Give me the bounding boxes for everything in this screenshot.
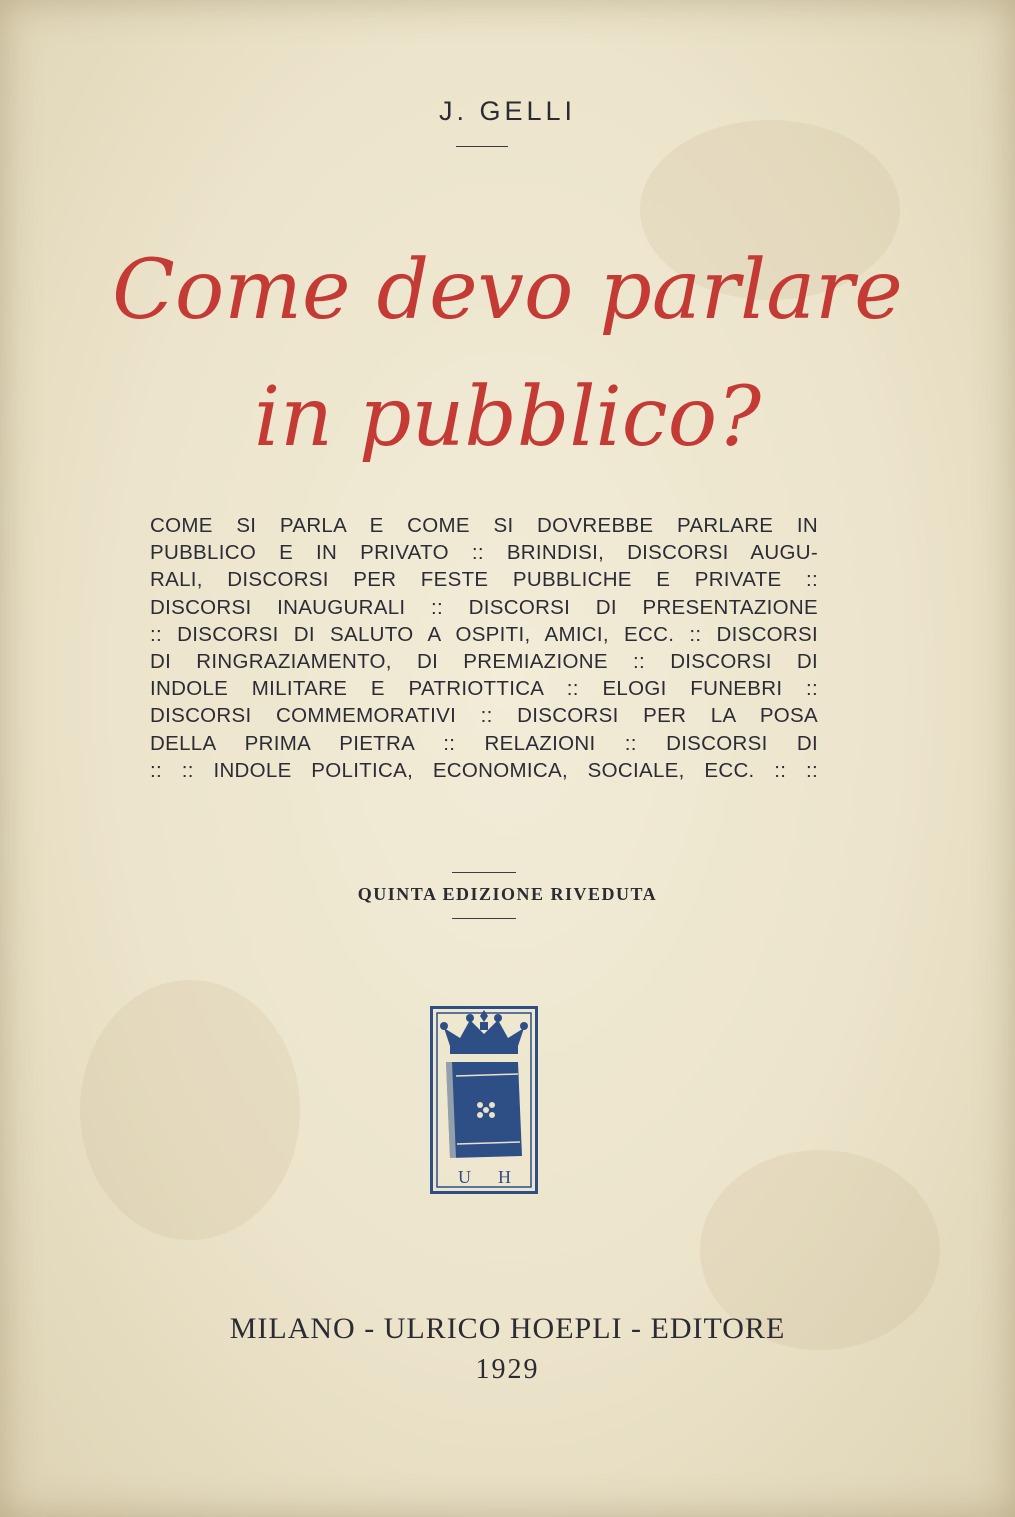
author-rule	[456, 146, 508, 147]
edition-label: QUINTA EDIZIONE RIVEDUTA	[357, 884, 658, 904]
description-line: :: :: INDOLE POLITICA, ECONOMICA, SOCIALE, ECC. :: ::	[150, 758, 818, 782]
description-line: DISCORSI COMMEMORATIVI :: DISCORSI PER LA POSA	[150, 704, 818, 728]
author-name: J. GELLI	[438, 96, 577, 126]
edition-rule-top	[452, 872, 516, 873]
mark-letter-u: U	[458, 1167, 471, 1187]
description-line: INDOLE MILITARE E PATRIOTTICA :: ELOGI FUNEBRI ::	[150, 677, 818, 701]
description-line: :: DISCORSI DI SALUTO A OSPITI, AMICI, ECC. :: DISCORSI	[150, 622, 818, 646]
publisher-mark-icon	[430, 1006, 538, 1194]
description-line: RALI, DISCORSI PER FESTE PUBBLICHE E PRIVATE ::	[150, 568, 818, 592]
description-line: DELLA PRIMA PIETRA :: RELAZIONI :: DISCORSI DI	[150, 731, 818, 755]
subtitle-description	[150, 512, 818, 784]
mark-letter-h: H	[498, 1167, 511, 1187]
description-line: DI RINGRAZIAMENTO, DI PREMIAZIONE :: DISCORSI DI	[150, 649, 818, 673]
publication-year: 1929	[475, 1354, 540, 1385]
title-line-2: in pubblico?	[253, 370, 762, 465]
description-line: PUBBLICO E IN PRIVATO :: BRINDISI, DISCORSI AUGU-	[150, 541, 818, 565]
edition-rule-bottom	[452, 918, 516, 919]
description-line: COME SI PARLA E COME SI DOVREBBE PARLARE IN	[150, 514, 818, 537]
paper-stain	[80, 980, 300, 1240]
publisher-line: MILANO - ULRICO HOEPLI - EDITORE	[229, 1312, 786, 1345]
title-line-1: Come devo parlare	[112, 243, 903, 338]
description-line: DISCORSI INAUGURALI :: DISCORSI DI PRESENTAZIONE	[150, 595, 818, 619]
